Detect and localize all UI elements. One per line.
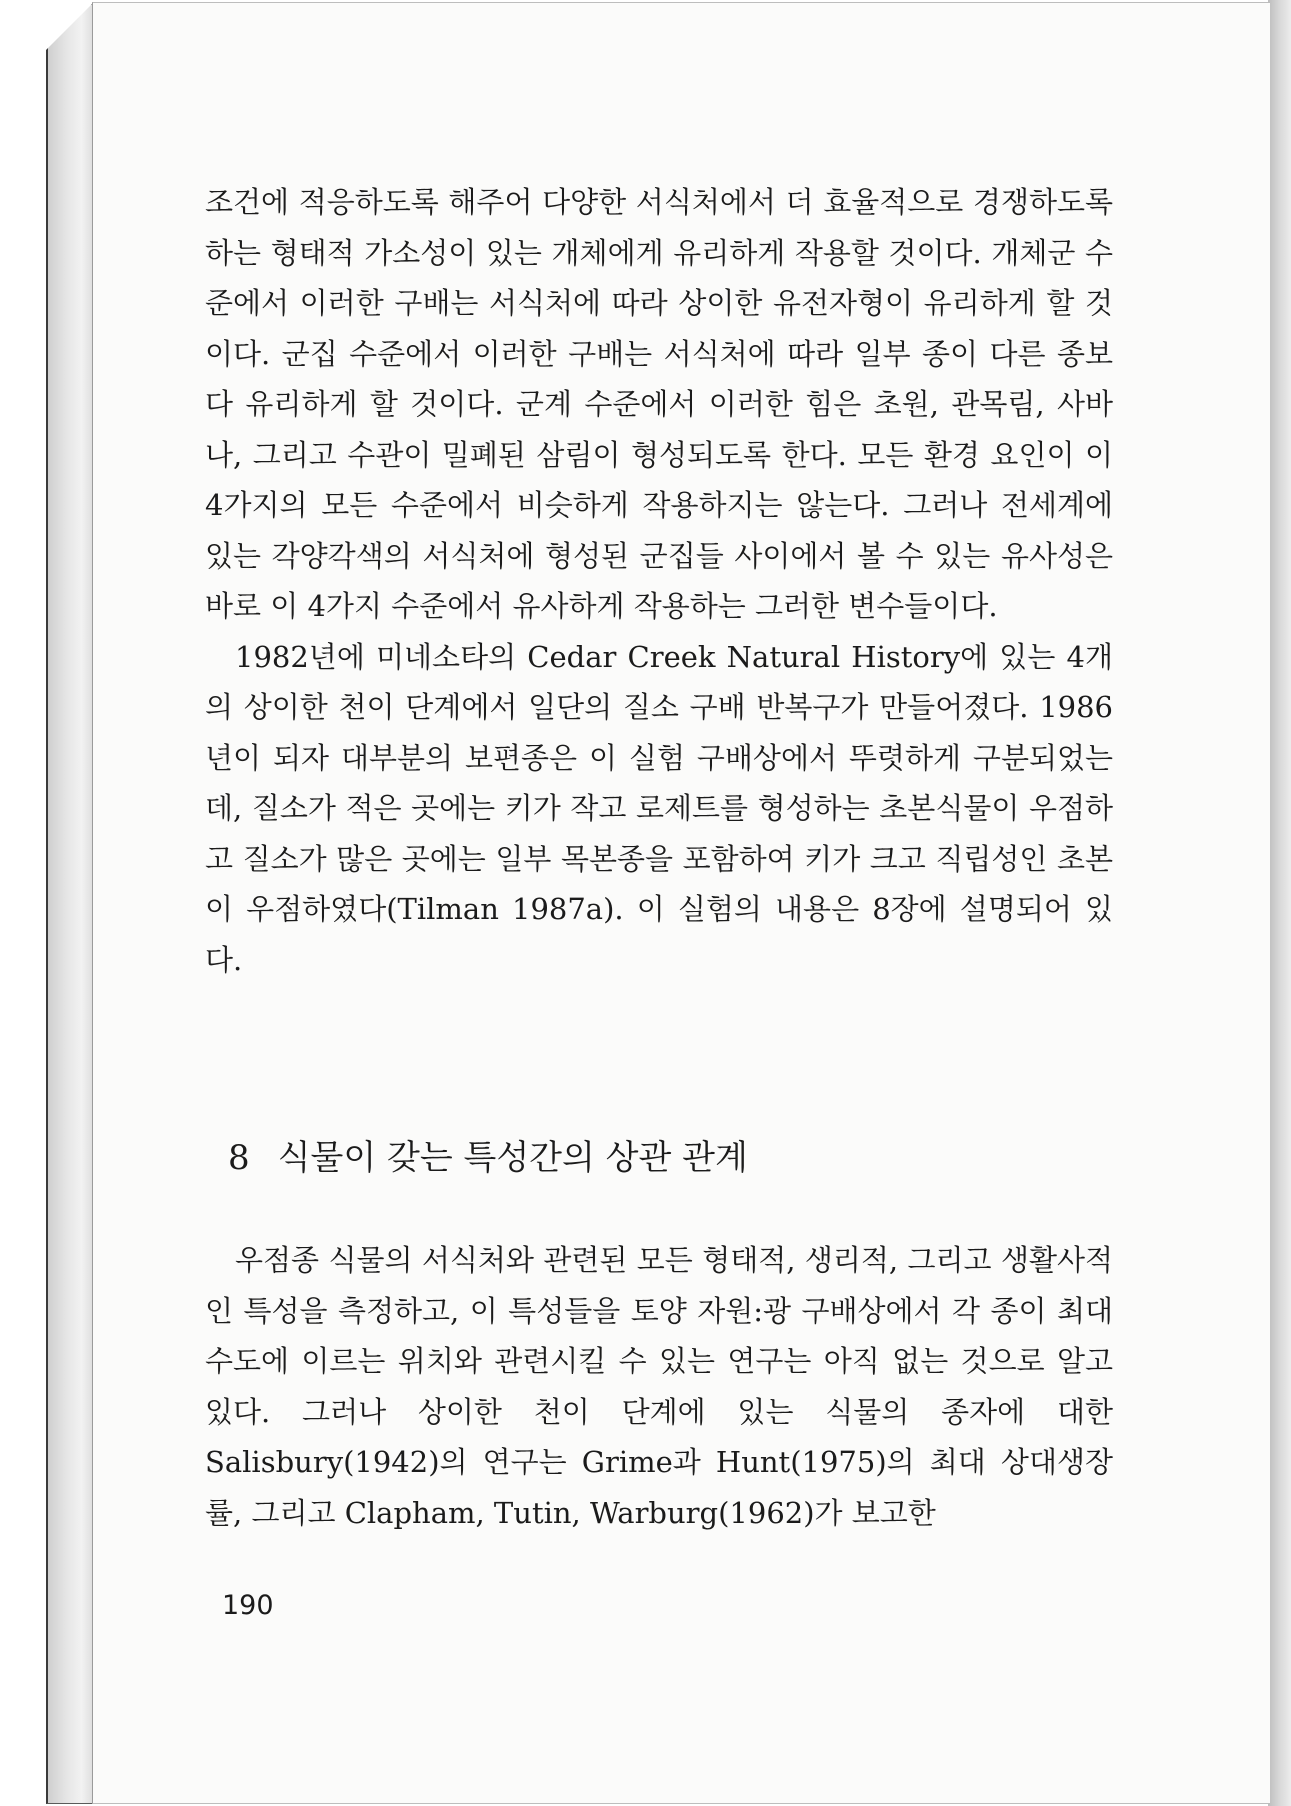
paragraph: 조건에 적응하도록 해주어 다양한 서식처에서 더 효율적으로 경쟁하도록 하는 형태적 가소성이 있는 개체에게 유리하게 작용할 것이다. 개체군 수준에서 이러한 구배는 서식처에 따라 상이한 유전자형이 유리하게 할 것이다. 군집 수준에서 이러한 구배는 서식처에 따라 일부 종이 다른 종보다 유리하게 할 것이다. 군계 수준에서 이러한 힘은 초원, 관목림, 사바나, 그리고 수관이 밀폐된 삼림이 형성되도록 한다. 모든 환경 요인이 이 4가지의 모든 수준에서 비슷하게 작용하지는 않는다. 그러나 전세계에 있는 각양각색의 서식처에 형성된 군집들 사이에서 볼 수 있는 유사성은 바로 이 4가지 수준에서 유사하게 작용하는 그러한 변수들이다. (205, 185, 1113, 623)
section-heading (228, 1130, 748, 1179)
paragraph: 1982년에 미네소타의 Cedar Creek Natural History에 있는 4개의 상이한 천이 단계에서 일단의 질소 구배 반복구가 만들어졌다. 1986년이 되자 대부분의 보편종은 이 실험 구배상에서 뚜렷하게 구분되었는데, 질소가 적은 곳에는 키가 작고 로제트를 형성하는 초본식물이 우점하고 질소가 많은 곳에는 일부 목본종을 포함하여 키가 크고 직립성인 초본이 우점하였다(Tilman 1987a). 이 실험의 내용은 8장에 설명되어 있다. (205, 639, 1113, 977)
paragraph: 우점종 식물의 서식처와 관련된 모든 형태적, 생리적, 그리고 생활사적인 특성을 측정하고, 이 특성들을 토양 자원:광 구배상에서 각 종이 최대 수도에 이르는 위치와 관련시킬 수 있는 연구는 아직 없는 것으로 알고 있다. 그러나 상이한 천이 단계에 있는 식물의 종자에 대한 Salisbury(1942)의 연구는 Grime과 Hunt(1975)의 최대 상대생장률, 그리고 Clapham, Tutin, Warburg(1962)가 보고한 (205, 1243, 1113, 1530)
body-text-top (205, 177, 1113, 985)
page-gutter-shadow (1268, 0, 1291, 1806)
book-corner (46, 4, 92, 50)
body-text-bottom (205, 1235, 1113, 1538)
page-number: 190 (222, 1590, 274, 1621)
book-page-edges (46, 4, 96, 1804)
section-number: 8 (228, 1138, 250, 1178)
section-title: 식물이 갖는 특성간의 상관 관계 (277, 1138, 748, 1178)
